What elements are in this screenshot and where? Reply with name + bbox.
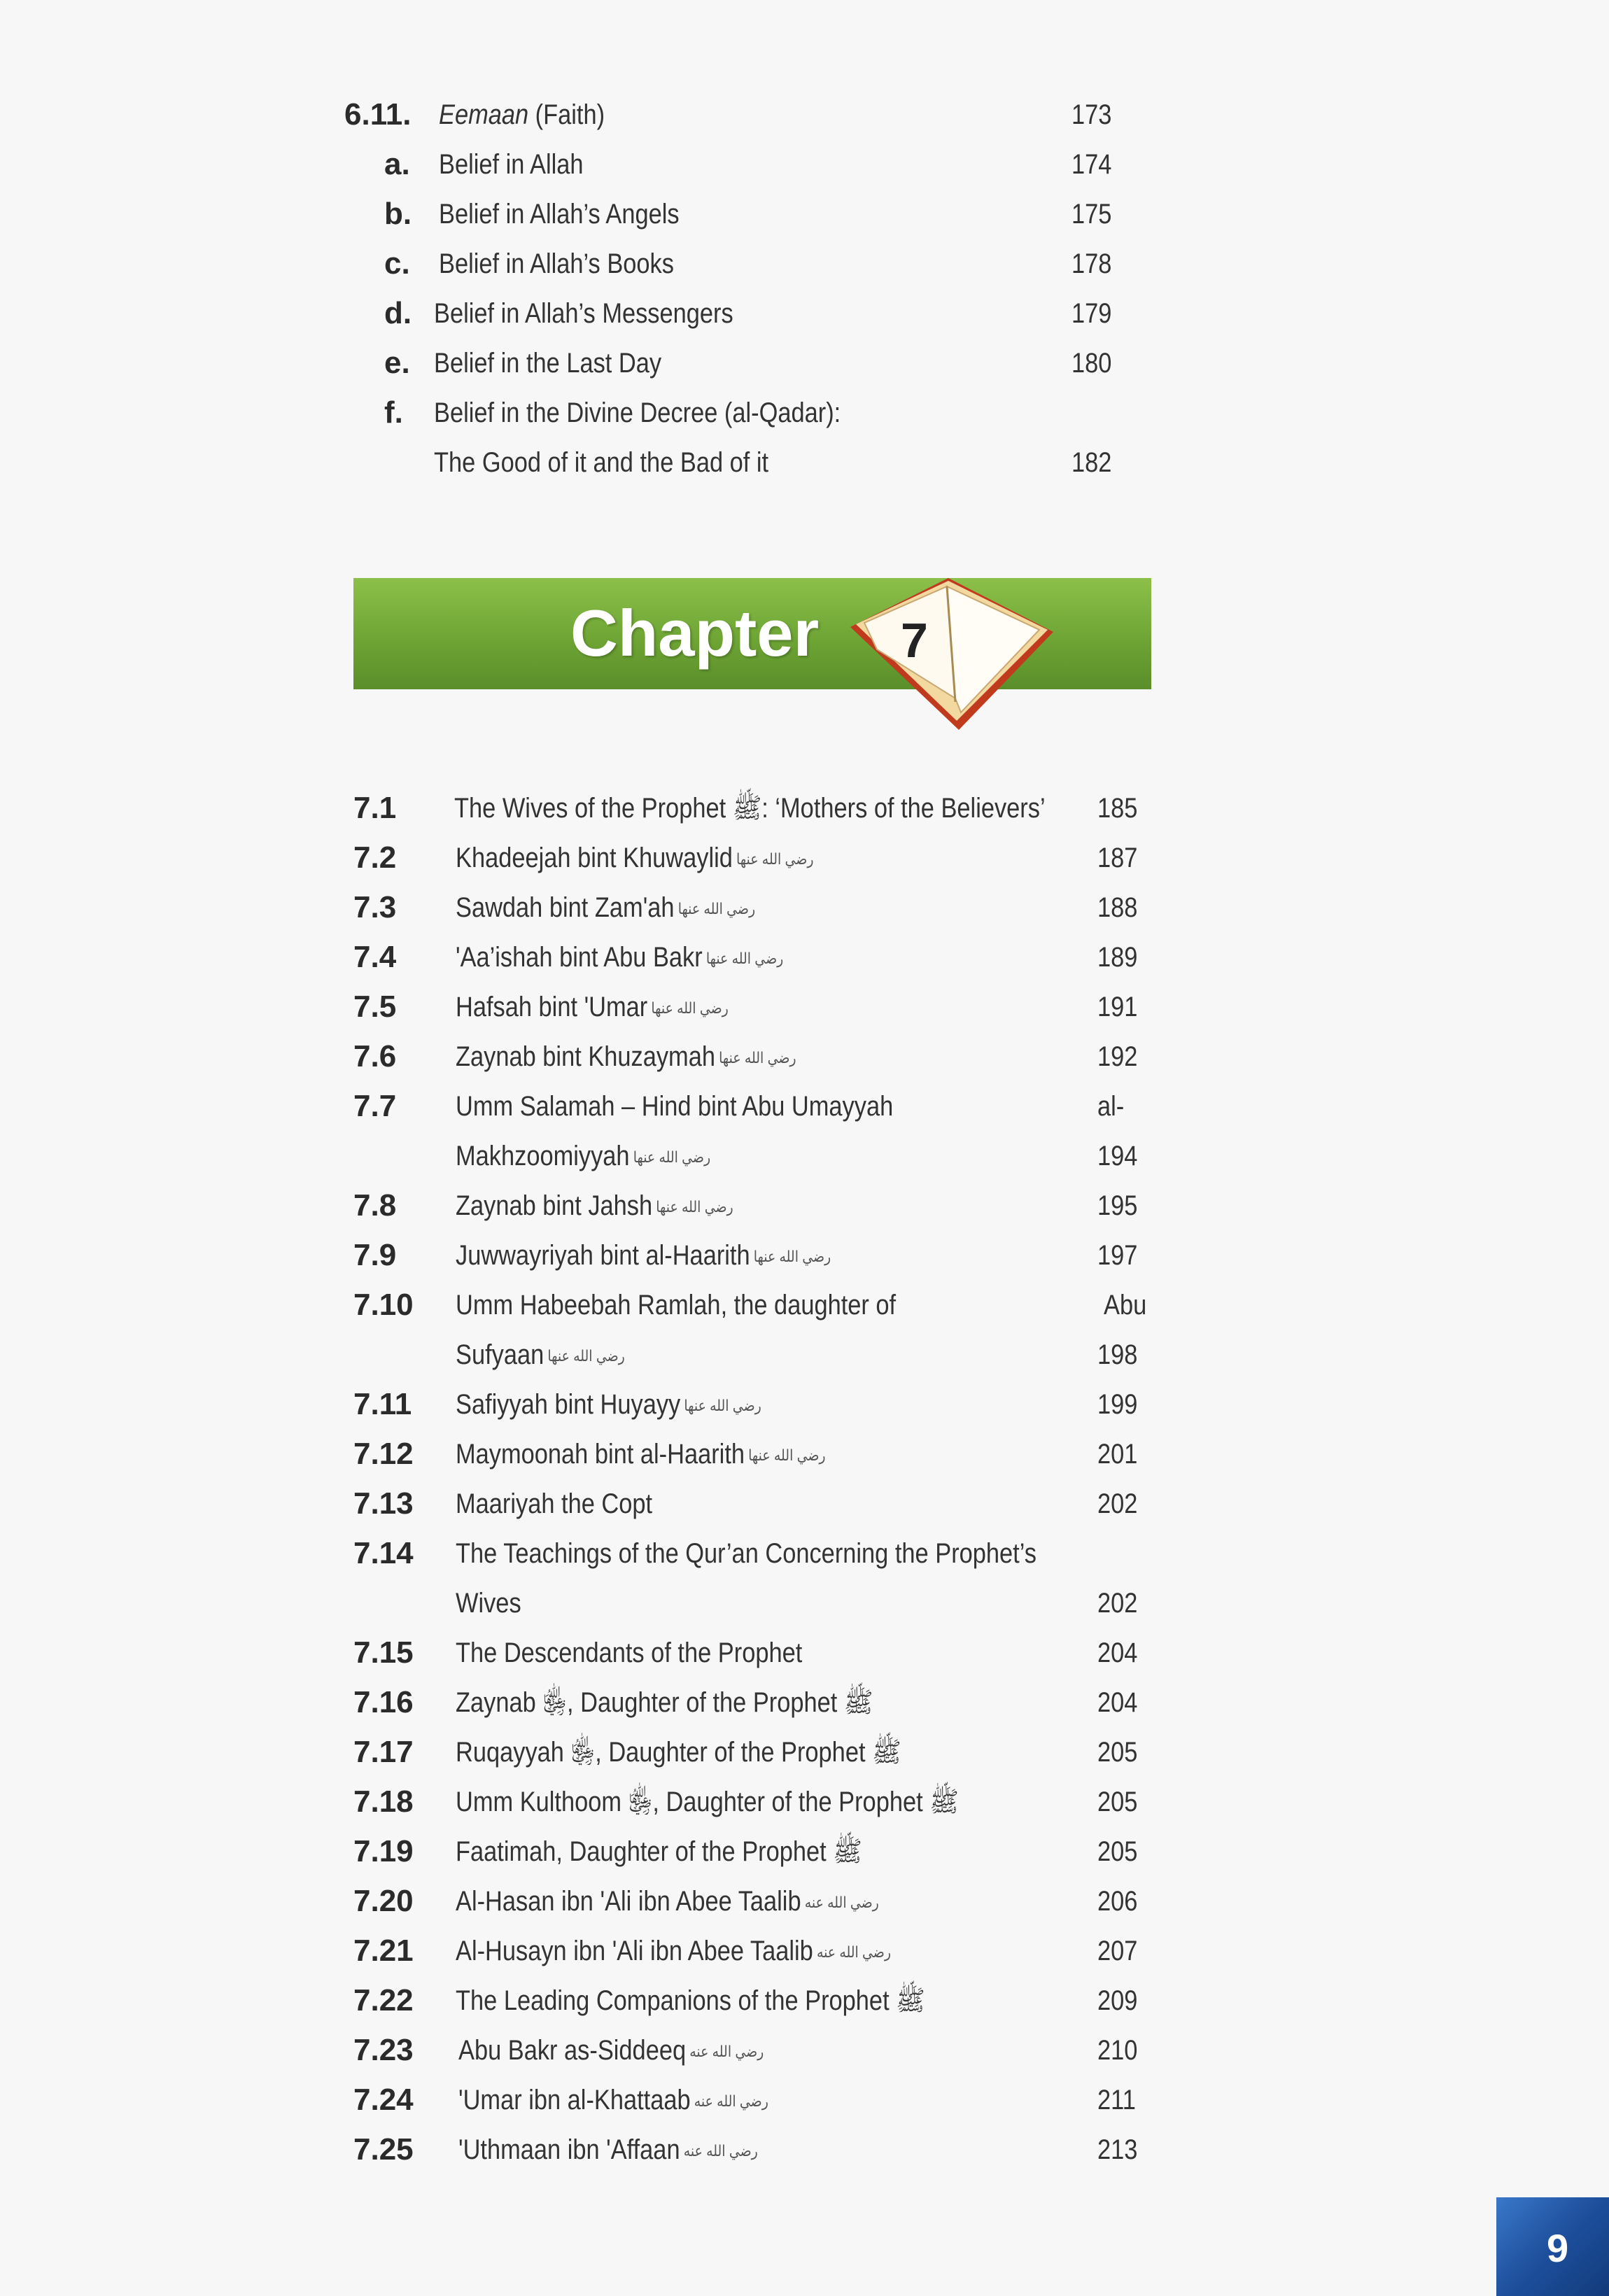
toc-entry-title-text: Juwwayriyah bint al-Haarith <box>456 1240 750 1271</box>
toc-entry-page: 205 <box>1097 1737 1138 1768</box>
toc-row <box>0 342 1609 384</box>
toc-row <box>0 1930 1609 1972</box>
toc-entry-title <box>456 887 755 929</box>
toc-entry-title: Umm Kulthoom ﵂, Daughter of the Prophet ﷺ <box>456 1787 959 1817</box>
toc-entry-title-text: The Teachings of the Qur’an Concerning the Prophet’s <box>456 1538 1037 1569</box>
toc-entry-title <box>456 837 813 879</box>
toc-entry-number: 7.1 <box>353 791 397 825</box>
toc-entry-page: 205 <box>1097 1836 1138 1867</box>
toc-entry-letter: f. <box>384 395 403 430</box>
toc-row <box>0 1284 1609 1326</box>
toc-entry-letter: b. <box>384 197 412 231</box>
toc-entry-title-text: Khadeejah bint Khuwaylid <box>456 843 733 873</box>
toc-row <box>0 94 1609 136</box>
toc-row <box>0 1334 1609 1376</box>
toc-row <box>0 1781 1609 1823</box>
honorific-glyph: رضي الله عنها <box>656 1198 733 1216</box>
toc-entry-page: 188 <box>1097 892 1138 923</box>
toc-entry-page: 204 <box>1097 1638 1138 1668</box>
honorific-glyph: رضي الله عنها <box>705 950 784 968</box>
toc-entry-title <box>458 2129 758 2171</box>
toc-entry-page: 213 <box>1097 2134 1138 2165</box>
honorific-glyph: رضي الله عنه <box>804 1894 879 1912</box>
toc-row <box>0 1533 1609 1575</box>
toc-entry-number: 7.4 <box>353 940 397 974</box>
toc-entry-letter: c. <box>384 246 410 281</box>
toc-entry-number: 7.10 <box>353 1288 414 1322</box>
toc-row <box>0 1731 1609 1773</box>
toc-entry-number: 7.25 <box>353 2132 414 2167</box>
toc-entry-title-italic: Eemaan <box>439 99 529 130</box>
toc-row <box>0 1383 1609 1425</box>
toc-row <box>0 392 1609 434</box>
toc-entry-page: 211 <box>1097 2085 1136 2115</box>
toc-entry-number: 7.18 <box>353 1784 414 1819</box>
toc-entry-title: Belief in Allah’s Angels <box>439 199 680 230</box>
toc-entry-title: Belief in the Divine Decree (al-Qadar): <box>434 397 841 428</box>
toc-entry-title-text: 'Aa’ishah bint Abu Bakr <box>456 942 703 973</box>
toc-entry-page: 173 <box>1072 99 1112 130</box>
toc-entry-page: 189 <box>1097 942 1138 973</box>
honorific-glyph: رضي الله عنها <box>677 900 756 918</box>
toc-entry-title-text: Al-Husayn ibn 'Ali ibn Abee Taalib <box>456 1936 813 1966</box>
toc-row <box>0 293 1609 334</box>
toc-row <box>0 193 1609 235</box>
toc-entry-page: al- <box>1097 1091 1125 1122</box>
toc-entry-title: The Descendants of the Prophet <box>456 1638 803 1668</box>
toc-entry-title-text: Zaynab bint Khuzaymah <box>456 1041 715 1072</box>
honorific-glyph: رضي الله عنه <box>816 1943 892 1962</box>
honorific-glyph: رضي الله عنها <box>719 1049 796 1067</box>
toc-row <box>0 1085 1609 1127</box>
toc-entry-title-text: Hafsah bint 'Umar <box>456 992 648 1022</box>
toc-entry-title-text: Abu Bakr as-Siddeeq <box>458 2035 687 2066</box>
toc-entry-number: 7.24 <box>353 2083 414 2117</box>
toc-entry-page: 175 <box>1072 199 1112 230</box>
toc-row <box>0 442 1609 484</box>
toc-entry-number: 7.12 <box>353 1437 414 1471</box>
toc-row <box>0 1185 1609 1227</box>
toc-entry-number: 7.8 <box>353 1188 397 1223</box>
toc-entry-title: Belief in Allah’s Books <box>439 248 674 279</box>
toc-entry-page: 192 <box>1097 1041 1138 1072</box>
toc-entry-title <box>456 1036 796 1078</box>
toc-row <box>0 1980 1609 2022</box>
toc-entry-title: Belief in the Last Day <box>434 348 662 379</box>
toc-entry-title: Faatimah, Daughter of the Prophet ﷺ <box>456 1836 862 1867</box>
toc-row <box>0 1483 1609 1525</box>
honorific-glyph: رضي الله عنه <box>689 2043 764 2061</box>
toc-row <box>0 1036 1609 1078</box>
toc-row <box>0 2029 1609 2071</box>
toc-entry-title <box>458 2029 764 2071</box>
toc-entry-title <box>456 936 783 978</box>
toc-entry-number: 7.19 <box>353 1834 414 1868</box>
toc-entry-page: 202 <box>1097 1488 1138 1519</box>
toc-entry-title <box>456 1185 733 1227</box>
toc-entry-number: 7.2 <box>353 840 397 875</box>
toc-entry-title-text: Zaynab bint Jahsh <box>456 1190 653 1221</box>
toc-entry-page: 178 <box>1072 248 1112 279</box>
toc-entry-number: 7.3 <box>353 890 397 924</box>
toc-entry-title: Belief in Allah’s Messengers <box>434 298 733 329</box>
toc-entry-number: 7.11 <box>353 1387 412 1421</box>
toc-entry-number: 7.16 <box>353 1685 414 1719</box>
toc-row <box>0 2079 1609 2121</box>
toc-row <box>0 936 1609 978</box>
toc-entry-page: 198 <box>1097 1339 1138 1370</box>
toc-entry-title <box>456 1383 761 1425</box>
toc-entry-title: The Good of it and the Bad of it <box>434 447 769 478</box>
toc-entry-title <box>458 2079 768 2121</box>
toc-entry-page: 206 <box>1097 1886 1138 1917</box>
toc-entry-title-text: Sawdah bint Zam'ah <box>456 892 675 923</box>
toc-row <box>0 787 1609 829</box>
toc-entry-number: 7.14 <box>353 1536 414 1570</box>
toc-row <box>0 1682 1609 1724</box>
toc-entry-title-rest: (Faith) <box>528 99 605 130</box>
toc-entry-page: 201 <box>1097 1439 1138 1470</box>
toc-entry-title-text: Al-Hasan ibn 'Ali ibn Abee Taalib <box>456 1886 801 1917</box>
toc-entry-title-text: 'Uthmaan ibn 'Affaan <box>458 2134 680 2165</box>
toc-entry-number: 7.6 <box>353 1039 397 1073</box>
honorific-glyph: رضي الله عنها <box>651 999 729 1017</box>
toc-row <box>0 1433 1609 1475</box>
toc-entry-page: Abu <box>1104 1290 1147 1320</box>
chapter-number: 7 <box>901 613 928 668</box>
honorific-glyph: رضي الله عنها <box>633 1148 711 1167</box>
toc-entry-title <box>456 1930 891 1972</box>
toc-row <box>0 2129 1609 2171</box>
toc-entry-page: 210 <box>1097 2035 1138 2066</box>
toc-entry-title-text: Maymoonah bint al-Haarith <box>456 1439 745 1470</box>
toc-entry-page: 209 <box>1097 1985 1138 2016</box>
toc-entry-title: The Wives of the Prophet ﷺ: ‘Mothers of the Believers’ <box>454 793 1046 824</box>
toc-entry-page: 191 <box>1097 992 1138 1022</box>
toc-entry-number: 6.11. <box>344 97 412 132</box>
toc-entry-title-text: 'Umar ibn al-Khattaab <box>458 2085 691 2115</box>
toc-entry-title <box>456 1234 831 1276</box>
toc-entry-number: 7.7 <box>353 1089 397 1123</box>
toc-entry-number: 7.13 <box>353 1486 414 1521</box>
toc-entry-page: 180 <box>1072 348 1112 379</box>
toc-entry-title: The Leading Companions of the Prophet ﷺ <box>456 1985 925 2016</box>
toc-row <box>0 1234 1609 1276</box>
toc-entry-title <box>439 94 605 136</box>
honorific-glyph: رضي الله عنها <box>748 1446 826 1465</box>
toc-entry-page: 182 <box>1072 447 1112 478</box>
honorific-glyph: رضي الله عنها <box>736 850 814 868</box>
toc-entry-number: 7.15 <box>353 1635 414 1670</box>
honorific-glyph: رضي الله عنها <box>547 1347 625 1365</box>
toc-row <box>0 143 1609 185</box>
toc-entry-title <box>456 1135 710 1177</box>
toc-entry-page: 204 <box>1097 1687 1138 1718</box>
toc-entry-title <box>456 1433 826 1475</box>
toc-entry-title <box>456 1880 879 1922</box>
toc-entry-number: 7.17 <box>353 1735 414 1769</box>
chapter-heading: Chapter <box>570 596 820 670</box>
toc-entry-title: Maariyah the Copt <box>456 1488 653 1519</box>
toc-entry-title <box>456 1582 525 1624</box>
toc-row <box>0 887 1609 929</box>
toc-entry-number: 7.21 <box>353 1934 414 1968</box>
toc-entry-page: 195 <box>1097 1190 1138 1221</box>
toc-row <box>0 986 1609 1028</box>
toc-entry-title <box>456 1533 1040 1575</box>
toc-row <box>0 1880 1609 1922</box>
toc-row <box>0 837 1609 879</box>
toc-row <box>0 1632 1609 1674</box>
toc-entry-title <box>456 986 729 1028</box>
toc-row <box>0 1135 1609 1177</box>
toc-entry-page: 202 <box>1097 1588 1138 1619</box>
toc-entry-letter: e. <box>384 346 410 380</box>
toc-entry-page: 174 <box>1072 149 1112 180</box>
toc-entry-title: Umm Habeebah Ramlah, the daughter of <box>456 1290 897 1320</box>
toc-entry-title-text: Wives <box>456 1588 521 1619</box>
toc-entry-title: Belief in Allah <box>439 149 584 180</box>
toc-entry-page: 199 <box>1097 1389 1138 1420</box>
toc-row <box>0 1831 1609 1873</box>
toc-entry-title: Ruqayyah ﵂, Daughter of the Prophet ﷺ <box>456 1737 901 1768</box>
toc-entry-title <box>456 1334 625 1376</box>
page-number: 9 <box>1547 2226 1569 2270</box>
toc-entry-number: 7.22 <box>353 1983 414 2017</box>
toc-entry-title: Umm Salamah – Hind bint Abu Umayyah <box>456 1091 894 1122</box>
toc-entry-page: 187 <box>1097 843 1138 873</box>
toc-entry-title-text: Sufyaan <box>456 1339 544 1370</box>
toc-entry-letter: d. <box>384 296 412 330</box>
toc-row <box>0 243 1609 285</box>
toc-entry-page: 197 <box>1097 1240 1138 1271</box>
toc-entry-page: 194 <box>1097 1141 1138 1171</box>
open-book-icon <box>843 565 1064 740</box>
toc-row <box>0 1582 1609 1624</box>
toc-entry-number: 7.9 <box>353 1238 397 1272</box>
toc-entry-page: 185 <box>1097 793 1138 824</box>
toc-entry-letter: a. <box>384 147 410 181</box>
toc-entry-title: Zaynab ﵂, Daughter of the Prophet ﷺ <box>456 1687 873 1718</box>
honorific-glyph: رضي الله عنه <box>694 2092 768 2111</box>
honorific-glyph: رضي الله عنها <box>684 1397 761 1415</box>
toc-entry-number: 7.20 <box>353 1884 414 1918</box>
toc-entry-title-text: Safiyyah bint Huyayy <box>456 1389 681 1420</box>
toc-entry-page: 205 <box>1097 1787 1138 1817</box>
toc-entry-title-text: Makhzoomiyyah <box>456 1141 630 1171</box>
toc-entry-page: 207 <box>1097 1936 1138 1966</box>
toc-entry-number: 7.5 <box>353 989 397 1024</box>
honorific-glyph: رضي الله عنها <box>753 1248 831 1266</box>
toc-entry-page: 179 <box>1072 298 1112 329</box>
toc-entry-number: 7.23 <box>353 2033 414 2067</box>
honorific-glyph: رضي الله عنه <box>683 2142 758 2160</box>
